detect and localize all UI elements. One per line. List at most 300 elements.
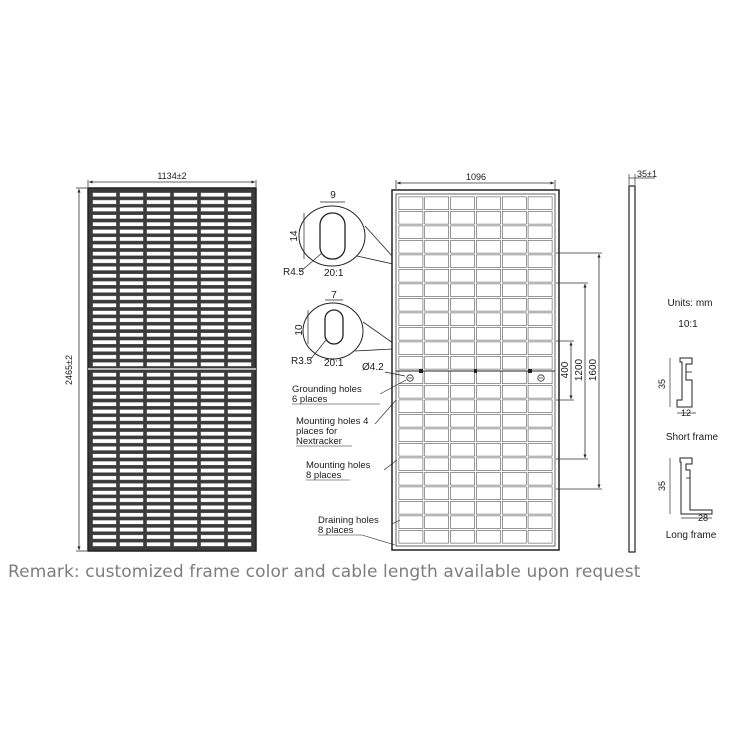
solar-cell <box>228 483 252 487</box>
solar-cell <box>120 476 144 480</box>
solar-cell <box>228 468 252 472</box>
solar-cell <box>201 402 225 406</box>
solar-cell <box>174 207 198 211</box>
solar-cell <box>120 520 144 524</box>
solar-cell <box>399 197 423 210</box>
solar-cell <box>476 226 500 239</box>
solar-cell <box>201 461 225 465</box>
solar-cell <box>451 414 475 427</box>
solar-cell <box>120 454 144 458</box>
solar-cell <box>120 513 144 517</box>
solar-cell <box>425 371 449 384</box>
solar-cell <box>528 255 552 268</box>
solar-cell <box>451 240 475 253</box>
legend <box>668 298 713 330</box>
ground-hole-diameter-label: Ø4.2 <box>362 362 384 373</box>
solar-cell <box>399 356 423 369</box>
solar-cell <box>174 468 198 472</box>
side-profile <box>629 186 635 552</box>
solar-cell <box>399 298 423 311</box>
solar-cell <box>93 355 117 359</box>
solar-cell <box>93 380 117 384</box>
solar-cell <box>120 318 144 322</box>
solar-cell <box>147 296 171 300</box>
long-frame-width-label: 28 <box>697 513 709 523</box>
solar-cell <box>174 215 198 219</box>
solar-cell <box>201 355 225 359</box>
long-frame-label: Long frame <box>665 530 717 541</box>
solar-cell <box>476 443 500 456</box>
solar-cell <box>451 226 475 239</box>
solar-cell <box>120 259 144 263</box>
solar-cell <box>476 240 500 253</box>
solar-cell <box>93 513 117 517</box>
solar-cell <box>201 432 225 436</box>
solar-cell <box>201 303 225 307</box>
solar-cell <box>228 229 252 233</box>
solar-cell <box>174 461 198 465</box>
solar-cell <box>201 318 225 322</box>
solar-cell <box>174 266 198 270</box>
solar-cell <box>451 516 475 529</box>
solar-cell <box>528 472 552 485</box>
solar-cell <box>174 222 198 226</box>
solar-cell <box>476 429 500 442</box>
solar-cell <box>528 226 552 239</box>
solar-cell <box>174 296 198 300</box>
solar-cell <box>201 417 225 421</box>
solar-cell <box>120 347 144 351</box>
solar-cell <box>201 259 225 263</box>
solar-cell <box>93 303 117 307</box>
solar-cell <box>425 400 449 413</box>
solar-cell <box>228 288 252 292</box>
solar-cell <box>228 454 252 458</box>
solar-cell <box>93 362 117 366</box>
solar-cell <box>93 424 117 428</box>
solar-cell <box>476 211 500 224</box>
solar-cell <box>228 380 252 384</box>
solar-cell <box>201 244 225 248</box>
solar-cell <box>147 333 171 337</box>
solar-cell <box>228 274 252 278</box>
solar-cell <box>476 298 500 311</box>
solar-cell <box>502 240 526 253</box>
solar-cell <box>120 542 144 546</box>
grounding-callout-line1: Grounding holes <box>292 384 362 395</box>
solar-cell <box>476 269 500 282</box>
solar-cell <box>174 355 198 359</box>
slot-small-scale-label: 20:1 <box>324 358 344 369</box>
short-frame-label: Short frame <box>665 432 719 443</box>
solar-cell <box>120 498 144 502</box>
solar-cell <box>399 472 423 485</box>
solar-cell <box>147 311 171 315</box>
solar-cell <box>93 373 117 377</box>
solar-cell <box>399 516 423 529</box>
solar-cell <box>201 347 225 351</box>
solar-cell <box>93 259 117 263</box>
solar-cell <box>502 530 526 543</box>
solar-cell <box>399 443 423 456</box>
solar-cell <box>93 193 117 197</box>
solar-cell <box>93 417 117 421</box>
solar-cell <box>201 362 225 366</box>
solar-cell <box>451 269 475 282</box>
draining-callout-line1: Draining holes <box>318 515 379 526</box>
solar-cell <box>147 491 171 495</box>
solar-cell <box>399 385 423 398</box>
solar-cell <box>201 424 225 428</box>
solar-cell <box>174 311 198 315</box>
solar-cell <box>228 461 252 465</box>
solar-cell <box>147 461 171 465</box>
solar-cell <box>147 222 171 226</box>
solar-cell <box>147 468 171 472</box>
scale-label: 10:1 <box>678 319 698 330</box>
solar-cell <box>174 340 198 344</box>
solar-cell <box>476 414 500 427</box>
solar-cell <box>399 327 423 340</box>
solar-cell <box>93 520 117 524</box>
solar-cell <box>147 409 171 413</box>
solar-cell <box>476 487 500 500</box>
solar-cell <box>476 501 500 514</box>
solar-cell <box>425 414 449 427</box>
solar-cell <box>93 454 117 458</box>
solar-cell <box>425 240 449 253</box>
solar-cell <box>93 288 117 292</box>
solar-cell <box>201 333 225 337</box>
solar-cell <box>528 414 552 427</box>
solar-cell <box>147 362 171 366</box>
solar-cell <box>93 491 117 495</box>
solar-cell <box>174 409 198 413</box>
solar-cell <box>93 446 117 450</box>
solar-cell <box>147 207 171 211</box>
solar-cell <box>502 211 526 224</box>
solar-cell <box>147 380 171 384</box>
solar-cell <box>228 395 252 399</box>
solar-cell <box>451 197 475 210</box>
solar-cell <box>147 244 171 248</box>
solar-cell <box>120 207 144 211</box>
side-view <box>629 169 657 552</box>
solar-cell <box>399 240 423 253</box>
solar-cell <box>502 400 526 413</box>
solar-cell <box>120 527 144 531</box>
solar-cell <box>201 311 225 315</box>
units-label: Units: mm <box>667 298 713 309</box>
solar-cell <box>93 542 117 546</box>
solar-cell <box>476 284 500 297</box>
solar-cell <box>120 483 144 487</box>
solar-cell <box>228 311 252 315</box>
solar-cell <box>528 284 552 297</box>
solar-cell <box>147 200 171 204</box>
solar-cell <box>93 266 117 270</box>
solar-cell <box>120 303 144 307</box>
solar-cell <box>174 476 198 480</box>
solar-cell <box>399 255 423 268</box>
slot-small-radius-label: R3.5 <box>291 356 313 367</box>
solar-cell <box>120 402 144 406</box>
solar-cell <box>425 487 449 500</box>
solar-cell <box>93 476 117 480</box>
solar-cell <box>201 505 225 509</box>
solar-cell <box>502 501 526 514</box>
solar-cell <box>174 402 198 406</box>
solar-cell <box>201 387 225 391</box>
solar-cell <box>451 501 475 514</box>
solar-cell <box>228 535 252 539</box>
mounting-nextracker-callout-line3: Nextracker <box>296 436 342 447</box>
solar-cell <box>174 288 198 292</box>
solar-cell <box>399 211 423 224</box>
solar-cell <box>174 424 198 428</box>
solar-cell <box>425 211 449 224</box>
solar-cell <box>201 491 225 495</box>
solar-cell <box>201 542 225 546</box>
solar-cell <box>174 200 198 204</box>
solar-cell <box>147 446 171 450</box>
solar-cell <box>425 429 449 442</box>
solar-cell <box>399 414 423 427</box>
solar-cell <box>147 439 171 443</box>
solar-cell <box>174 303 198 307</box>
solar-cell <box>502 472 526 485</box>
solar-cell <box>120 409 144 413</box>
front-view <box>64 171 256 551</box>
solar-cell <box>147 402 171 406</box>
solar-cell <box>476 197 500 210</box>
solar-cell <box>228 340 252 344</box>
solar-cell <box>502 284 526 297</box>
solar-cell <box>174 347 198 351</box>
solar-cell <box>120 274 144 278</box>
solar-cell <box>120 461 144 465</box>
solar-cell <box>147 281 171 285</box>
solar-cell <box>528 385 552 398</box>
solar-cell <box>201 373 225 377</box>
solar-cell <box>528 269 552 282</box>
slot-large-radius-label: R4.5 <box>283 267 305 278</box>
slot-small-width-label: 7 <box>331 290 337 301</box>
solar-cell <box>120 266 144 270</box>
solar-cell <box>147 229 171 233</box>
solar-cell <box>174 373 198 377</box>
solar-cell <box>502 226 526 239</box>
solar-cell <box>228 439 252 443</box>
grounding-callout-line2: 6 places <box>292 394 328 405</box>
solar-cell <box>228 476 252 480</box>
solar-cell <box>502 298 526 311</box>
solar-cell <box>228 362 252 366</box>
solar-cell <box>425 284 449 297</box>
solar-cell <box>147 266 171 270</box>
solar-cell <box>502 269 526 282</box>
solar-cell <box>174 439 198 443</box>
solar-cell <box>228 402 252 406</box>
solar-cell <box>201 513 225 517</box>
solar-cell <box>528 501 552 514</box>
solar-cell <box>147 498 171 502</box>
solar-cell <box>120 340 144 344</box>
solar-cell <box>120 535 144 539</box>
solar-cell <box>147 505 171 509</box>
solar-cell <box>201 274 225 278</box>
solar-cell <box>147 252 171 256</box>
solar-cell <box>228 281 252 285</box>
solar-cell <box>93 468 117 472</box>
solar-cell <box>174 542 198 546</box>
solar-cell <box>425 226 449 239</box>
mounting-callout-line2: 8 places <box>306 470 342 481</box>
solar-cell <box>201 215 225 219</box>
solar-cell <box>174 513 198 517</box>
solar-cell <box>502 458 526 471</box>
solar-cell <box>120 244 144 248</box>
solar-cell <box>120 395 144 399</box>
solar-cell <box>93 432 117 436</box>
solar-cell <box>399 487 423 500</box>
solar-cell <box>120 491 144 495</box>
solar-cell <box>201 288 225 292</box>
solar-cell <box>425 327 449 340</box>
mounting-nextracker-callout-line1: Mounting holes 4 <box>296 416 369 427</box>
solar-cell <box>425 501 449 514</box>
solar-cell <box>451 211 475 224</box>
solar-cell <box>201 535 225 539</box>
solar-cell <box>174 417 198 421</box>
front-height-label: 2465±2 <box>64 355 74 385</box>
solar-cell <box>93 498 117 502</box>
solar-cell <box>147 373 171 377</box>
solar-cell <box>147 432 171 436</box>
solar-cell <box>147 535 171 539</box>
solar-cell <box>93 200 117 204</box>
solar-cell <box>174 483 198 487</box>
solar-cell <box>174 432 198 436</box>
solar-cell <box>425 342 449 355</box>
solar-cell <box>93 222 117 226</box>
mounting-callout-line1: Mounting holes <box>306 460 371 471</box>
solar-cell <box>425 472 449 485</box>
solar-cell <box>93 296 117 300</box>
solar-cell <box>228 387 252 391</box>
solar-cell <box>228 244 252 248</box>
solar-cell <box>228 303 252 307</box>
solar-cell <box>451 530 475 543</box>
solar-cell <box>228 252 252 256</box>
solar-cell <box>228 200 252 204</box>
solar-cell <box>502 255 526 268</box>
solar-cell <box>93 340 117 344</box>
solar-cell <box>228 193 252 197</box>
solar-cell <box>502 197 526 210</box>
solar-cell <box>228 355 252 359</box>
solar-cell <box>451 487 475 500</box>
solar-cell <box>93 439 117 443</box>
solar-cell <box>120 468 144 472</box>
solar-cell <box>93 402 117 406</box>
solar-cell <box>120 387 144 391</box>
solar-cell <box>528 516 552 529</box>
solar-cell <box>476 356 500 369</box>
solar-cell <box>476 313 500 326</box>
solar-cell <box>201 468 225 472</box>
solar-cell <box>147 340 171 344</box>
solar-cell <box>228 527 252 531</box>
solar-cell <box>476 342 500 355</box>
solar-cell <box>147 417 171 421</box>
solar-cell <box>174 237 198 241</box>
solar-cell <box>228 222 252 226</box>
solar-cell <box>228 237 252 241</box>
solar-cell <box>201 340 225 344</box>
solar-cell <box>93 252 117 256</box>
solar-cell <box>93 461 117 465</box>
solar-cell <box>528 429 552 442</box>
solar-cell <box>120 288 144 292</box>
solar-cell <box>528 327 552 340</box>
solar-cell <box>174 491 198 495</box>
solar-cell <box>502 429 526 442</box>
solar-cell <box>528 342 552 355</box>
solar-cell <box>174 395 198 399</box>
solar-cell <box>201 200 225 204</box>
solar-cell <box>93 325 117 329</box>
solar-cell <box>174 362 198 366</box>
solar-cell <box>120 362 144 366</box>
slot-detail-small <box>291 290 393 369</box>
solar-cell <box>425 255 449 268</box>
solar-cell <box>228 318 252 322</box>
solar-cell <box>228 207 252 211</box>
solar-cell <box>399 313 423 326</box>
solar-cell <box>502 414 526 427</box>
solar-cell <box>528 313 552 326</box>
solar-cell <box>502 443 526 456</box>
solar-cell <box>174 333 198 337</box>
solar-cell <box>174 274 198 278</box>
solar-cell <box>147 274 171 278</box>
solar-cell <box>120 417 144 421</box>
solar-cell <box>174 454 198 458</box>
solar-cell <box>201 527 225 531</box>
solar-cell <box>201 476 225 480</box>
solar-cell <box>528 356 552 369</box>
solar-cell <box>174 387 198 391</box>
solar-cell <box>228 259 252 263</box>
solar-cell <box>425 385 449 398</box>
solar-cell <box>425 356 449 369</box>
solar-cell <box>228 325 252 329</box>
solar-cell <box>502 487 526 500</box>
solar-cell <box>93 527 117 531</box>
remark-text: Remark: customized frame color and cable length available upon request <box>8 562 641 582</box>
side-thickness-label: 35±1 <box>637 169 657 179</box>
solar-cell <box>147 355 171 359</box>
solar-cell <box>502 385 526 398</box>
solar-cell <box>399 226 423 239</box>
solar-cell <box>476 327 500 340</box>
solar-cell <box>228 542 252 546</box>
solar-cell <box>120 333 144 337</box>
solar-cell <box>399 400 423 413</box>
solar-cell <box>174 446 198 450</box>
solar-cell <box>147 542 171 546</box>
